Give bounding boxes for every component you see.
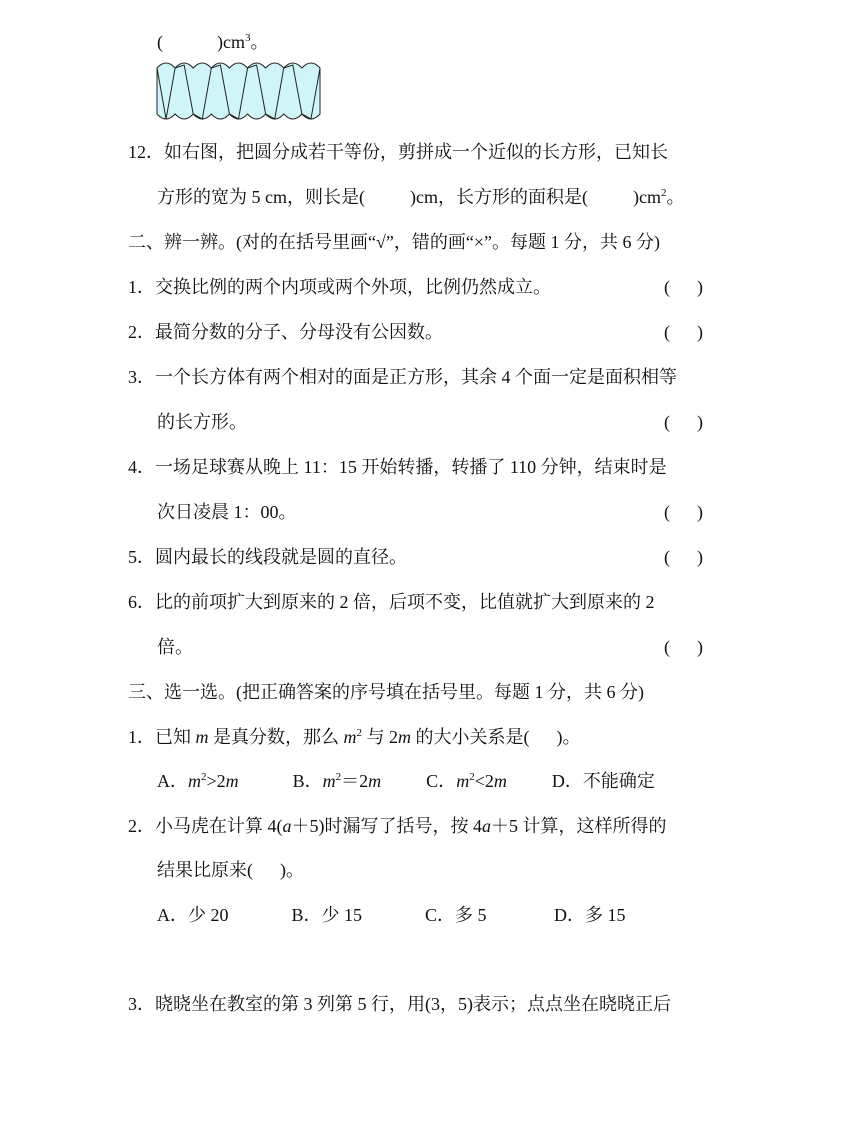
answer-parentheses[interactable]: ( ) [664, 322, 703, 342]
text-segment: 2 [469, 771, 475, 783]
text-line [157, 410, 247, 434]
text-line [128, 230, 660, 254]
text-segment: 三、选一选。(把正确答案的序号填在括号里。每题 1 分，共 6 分) [128, 682, 644, 702]
text-line [128, 545, 407, 569]
text-segment: m [456, 771, 470, 791]
text-line [128, 275, 551, 299]
text-line [128, 455, 667, 479]
answer-parentheses[interactable]: ( ) [664, 502, 703, 522]
text-segment: 3．一个长方体有两个相对的面是正方形，其余 4 个面一定是面积相等 [128, 367, 677, 387]
answer-parentheses[interactable]: ( ) [664, 277, 703, 297]
text-segment: 1．已知 [128, 727, 196, 747]
text-segment: a [482, 816, 491, 836]
text-segment: 12．如右图，把圆分成若干等份，剪拼成一个近似的长方形，已知长 [128, 142, 668, 162]
text-segment: ＋5 计算，这样所得的 [491, 816, 667, 836]
text-segment: m [195, 727, 209, 747]
text-segment: 次日凌晨 1：00。 [157, 502, 297, 522]
text-segment: 3．晓晓坐在教室的第 3 列第 5 行，用(3，5)表示；点点坐在晓晓正后 [128, 994, 671, 1014]
text-segment: ( )cm [157, 32, 245, 52]
text-segment: m [493, 771, 507, 791]
text-line [157, 500, 297, 524]
text-segment: 2．小马虎在计算 4( [128, 816, 283, 836]
text-segment: ＝2 [341, 771, 369, 791]
text-segment: 的大小关系是( )。 [411, 727, 581, 747]
text-line [128, 814, 667, 838]
figure-outline [157, 63, 320, 119]
text-segment: a [282, 816, 292, 836]
text-line [128, 140, 668, 164]
text-line [128, 992, 671, 1016]
text-segment: 是真分数，那么 [208, 727, 344, 747]
answer-parentheses[interactable]: ( ) [664, 412, 703, 432]
text-segment: 6．比的前项扩大到原来的 2 倍，后项不变，比值就扩大到原来的 2 [128, 592, 655, 612]
text-segment: m [188, 771, 201, 791]
text-segment: 2 [356, 727, 362, 739]
text-segment: 方形的宽为 5 cm，则长是( )cm，长方形的面积是( )cm [157, 187, 661, 207]
text-line [157, 858, 304, 882]
circle-rearranged-rectangle-figure [155, 60, 325, 122]
text-line [128, 590, 655, 614]
text-segment: A． [157, 771, 188, 791]
text-segment: 。 [250, 32, 269, 52]
text-segment: m [322, 771, 336, 791]
text-line [128, 680, 644, 704]
text-segment: 的长方形。 [157, 412, 247, 432]
text-segment: 2．最简分数的分子、分母没有公因数。 [128, 322, 443, 342]
text-segment: 3 [244, 32, 251, 44]
text-segment: m [343, 727, 357, 747]
text-segment: 2 [201, 771, 207, 783]
text-line [128, 725, 581, 749]
text-segment: ＋5)时漏写了括号，按 4 [291, 816, 482, 836]
text-segment: 4．一场足球赛从晚上 11：15 开始转播，转播了 110 分钟，结束时是 [128, 457, 667, 477]
text-segment: 与 2 [362, 727, 398, 747]
text-segment: 结果比原来( )。 [157, 860, 304, 880]
text-segment: 2 [660, 187, 667, 199]
text-line [157, 903, 626, 927]
text-segment: B． [238, 771, 323, 791]
text-segment: A．少 20 B．少 15 C．多 5 D．多 15 [157, 905, 626, 925]
text-segment: D．不能确定 [506, 771, 655, 791]
text-line [157, 635, 193, 659]
text-line [128, 365, 677, 389]
text-segment: 二、辨一辨。(对的在括号里画“√”，错的画“×”。每题 1 分，共 6 分) [128, 232, 660, 252]
text-line [157, 769, 655, 793]
answer-parentheses[interactable]: ( ) [664, 637, 703, 657]
text-segment: 5．圆内最长的线段就是圆的直径。 [128, 547, 407, 567]
text-segment: m [368, 771, 382, 791]
text-line [157, 185, 684, 209]
text-segment: 2 [335, 771, 342, 783]
text-segment: >2 [206, 771, 226, 791]
text-segment: 1．交换比例的两个内项或两个外项，比例仍然成立。 [128, 277, 551, 297]
text-segment: m [225, 771, 239, 791]
text-line [128, 320, 443, 344]
text-segment: 。 [666, 187, 685, 207]
text-segment: C． [381, 771, 457, 791]
text-line [157, 30, 268, 54]
text-segment: 倍。 [157, 637, 193, 657]
text-segment: m [398, 727, 411, 747]
answer-parentheses[interactable]: ( ) [664, 547, 703, 567]
text-segment: <2 [474, 771, 494, 791]
